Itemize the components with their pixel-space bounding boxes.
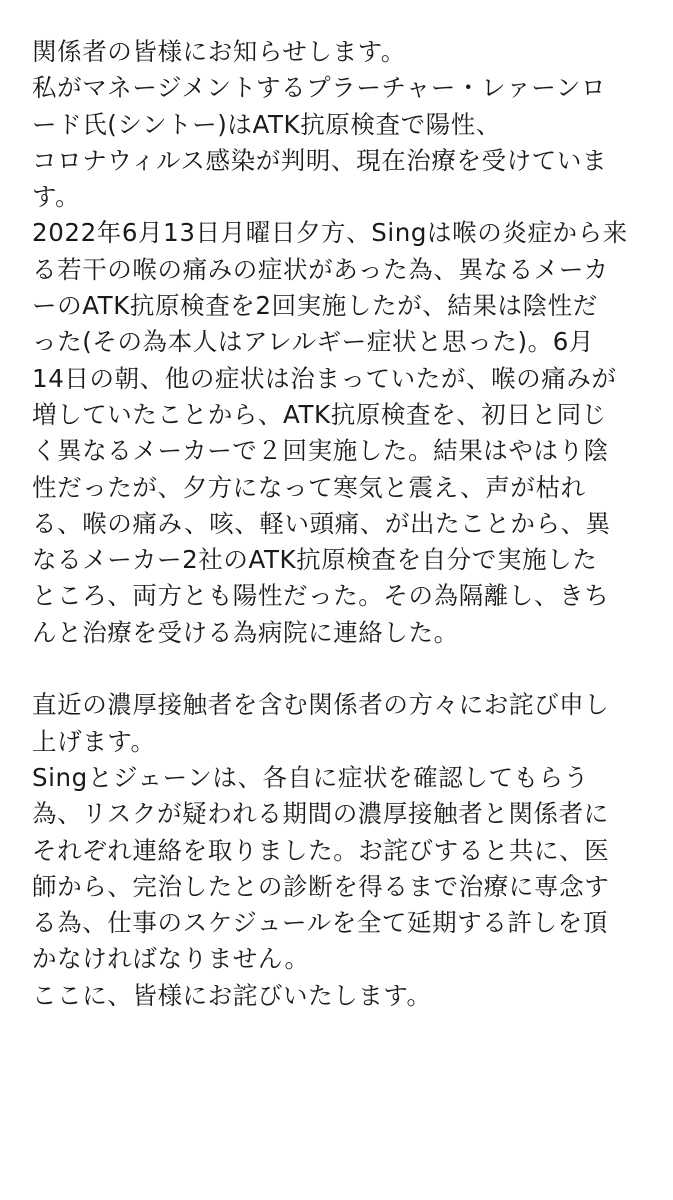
text-line: 為、リスクが疑われる期間の濃厚接触者と関係者に <box>32 799 609 829</box>
text-line: んと治療を受ける為病院に連絡した。 <box>32 617 459 647</box>
text-line: かなければなりません。 <box>32 944 310 974</box>
text-line: なるメーカー2社のATK抗原検査を自分で実施した <box>32 545 598 575</box>
text-line: す。 <box>32 182 81 212</box>
text-line: 2022年6月13日月曜日夕方、Singは喉の炎症から来 <box>32 218 628 248</box>
text-line: ところ、両方とも陽性だった。その為隔離し、きち <box>32 581 610 611</box>
text-line: 関係者の皆様にお知らせします。 <box>32 37 406 66</box>
text-line: ーのATK抗原検査を2回実施したが、結果は陰性だ <box>32 291 598 321</box>
text-line: る若干の喉の痛みの症状があった為、異なるメーカ <box>32 254 609 284</box>
text-line: った(その為本人はアレルギー症状と思った)。6月 <box>32 327 595 357</box>
text-line: 14日の朝、他の症状は治まっていたが、喉の痛みが <box>32 363 617 393</box>
text-line: る、喉の痛み、咳、軽い頭痛、が出たことから、異 <box>32 508 611 538</box>
text-line: 師から、完治したとの診断を得るまで治療に専念す <box>32 871 610 901</box>
text-line: ここに、皆様にお詫びいたします。 <box>32 980 432 1010</box>
notice-document <box>32 34 642 1014</box>
text-line: る為、仕事のスケジュールを全て延期する許しを頂 <box>32 908 608 938</box>
text-line: コロナウィルス感染が判明、現在治療を受けていま <box>32 145 608 175</box>
text-line: 性だったが、夕方になって寒気と震え、声が枯れ <box>32 472 586 502</box>
text-line: 増していたことから、ATK抗原検査を、初日と同じ <box>32 399 607 429</box>
text-line: それぞれ連絡を取りました。お詫びすると共に、医 <box>32 835 610 865</box>
text-line: 私がマネージメントするプラーチャー・レァーンロ <box>32 73 607 103</box>
text-line: ード氏(シントー)はATK抗原検査で陽性、 <box>32 109 501 139</box>
text-line: 直近の濃厚接触者を含む関係者の方々にお詫び申し <box>32 690 610 720</box>
text-line: く異なるメーカーで２回実施した。結果はやはり陰 <box>32 436 609 466</box>
paragraph-gap <box>32 651 642 687</box>
text-line: 上げます。 <box>32 726 156 756</box>
text-line: Singとジェーンは、各自に症状を確認してもらう <box>32 762 589 792</box>
